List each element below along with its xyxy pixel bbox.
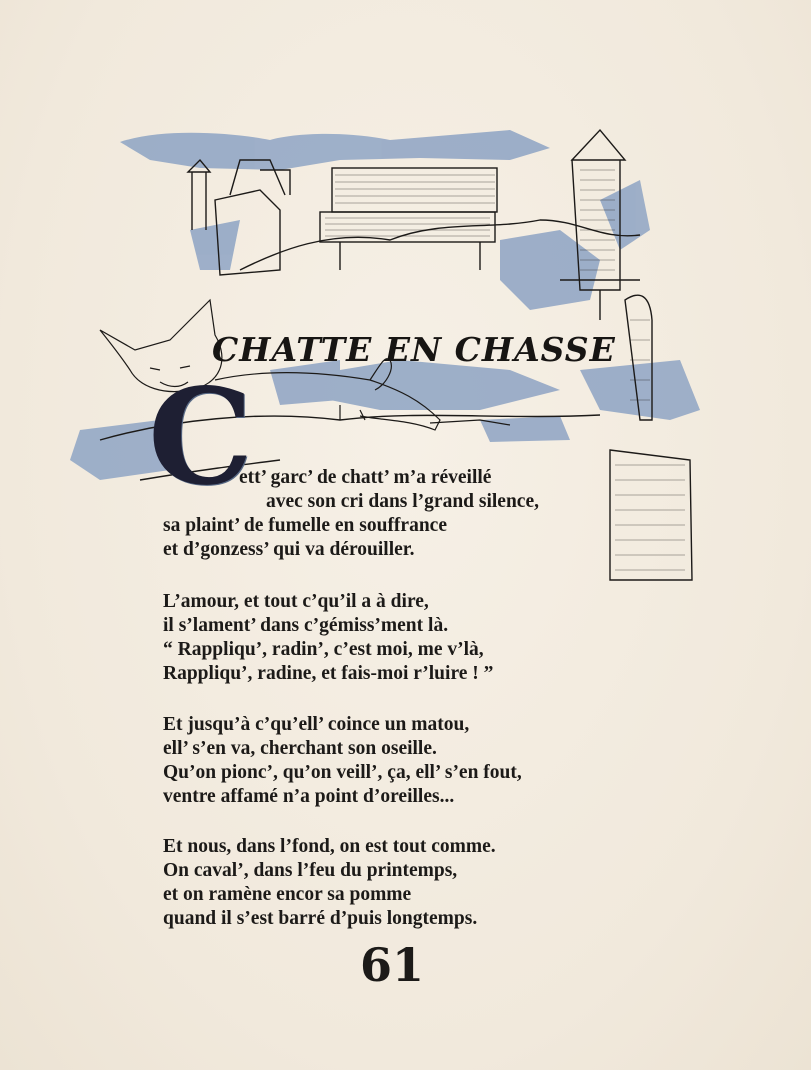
poem-title: CHATTE EN CHASSE xyxy=(212,330,616,369)
poem-line: ventre affamé n’a point d’oreilles... xyxy=(163,786,455,807)
poem-line: ell’ s’en va, cherchant son oseille. xyxy=(163,738,437,759)
poem-line: et on ramène encor sa pomme xyxy=(163,884,412,905)
poem-line: et d’gonzess’ qui va dérouiller. xyxy=(163,539,415,560)
stanza-4 xyxy=(163,835,496,931)
stanza-2 xyxy=(163,590,493,686)
poem-line: Et nous, dans l’fond, on est tout comme. xyxy=(163,836,496,857)
poem-line: On caval’, dans l’feu du printemps, xyxy=(163,860,458,881)
drop-cap-letter: C xyxy=(148,360,254,515)
stanza-3 xyxy=(163,713,522,809)
poem-line: Et jusqu’à c’qu’ell’ coince un matou, xyxy=(163,714,470,735)
poem-line: “ Rappliqu’, radin’, c’est moi, me v’là, xyxy=(163,639,484,660)
poem-line: L’amour, et tout c’qu’il a à dire, xyxy=(163,591,429,612)
poem-line: sa plaint’ de fumelle en souffrance xyxy=(163,515,447,536)
page-number: 61 xyxy=(360,938,425,992)
poem-line: il s’lament’ dans c’gémiss’ment là. xyxy=(163,615,449,636)
poem-line: Rappliqu’, radine, et fais-moi r’luire ! ” xyxy=(163,663,494,684)
poem-line: quand il s’est barré d’puis longtemps. xyxy=(163,908,478,929)
poem-line: Qu’on pionc’, qu’on veill’, ça, ell’ s’en fout, xyxy=(163,762,522,783)
poem-line: avec son cri dans l’grand silence, xyxy=(266,491,539,512)
stanza-1 xyxy=(163,466,539,562)
poem-line: ett’ garc’ de chatt’ m’a réveillé xyxy=(239,467,492,488)
